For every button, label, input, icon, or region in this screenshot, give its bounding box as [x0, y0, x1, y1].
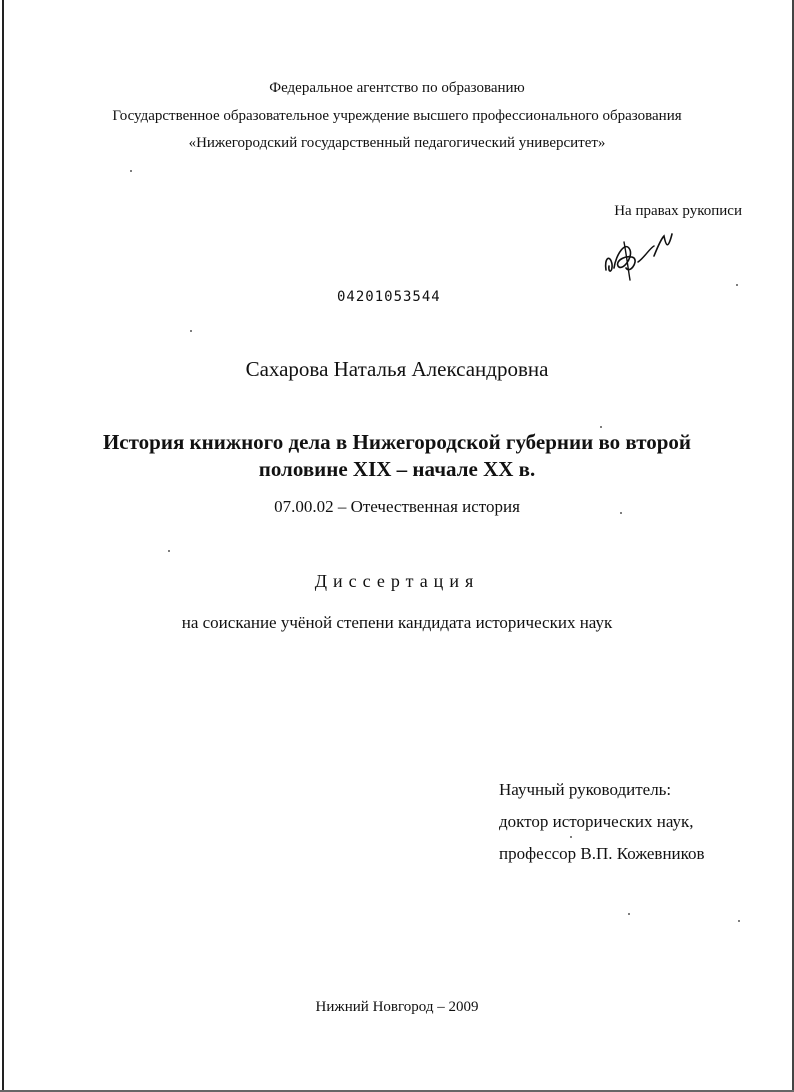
- university-line: «Нижегородский государственный педагогический университет»: [188, 135, 606, 151]
- scan-speck: [168, 550, 170, 552]
- scan-speck: [620, 512, 622, 514]
- title-line-2: половине XIX – начале XX в.: [258, 457, 536, 481]
- manuscript-note: На правах рукописи: [614, 203, 742, 219]
- supervisor-degree: доктор исторических наук,: [499, 812, 694, 831]
- author-name: Сахарова Наталья Александровна: [245, 357, 549, 381]
- degree-line: на соискание учёной степени кандидата исторических наук: [181, 613, 613, 632]
- agency-line: Федеральное агентство по образованию: [269, 80, 525, 96]
- supervisor-label: Научный руководитель:: [499, 780, 672, 799]
- city-year: Нижний Новгород – 2009: [315, 999, 479, 1015]
- institution-line: Государственное образовательное учреждение высшего профессионального образования: [112, 108, 682, 124]
- title-line-1: История книжного дела в Нижегородской губернии во второй: [102, 430, 692, 454]
- handwritten-signature: [600, 228, 684, 284]
- scan-speck: [628, 913, 630, 915]
- specialty: 07.00.02 – Отечественная история: [274, 497, 520, 516]
- scan-speck: [736, 284, 738, 286]
- document-code: 04201053544: [337, 289, 441, 305]
- scan-speck: [190, 330, 192, 332]
- scan-left-edge: [2, 0, 4, 1092]
- scan-speck: [738, 920, 740, 922]
- supervisor-name: профессор В.П. Кожевников: [499, 844, 705, 863]
- document-type: Диссертация: [314, 571, 480, 591]
- scan-speck: [570, 836, 572, 838]
- scan-speck: [130, 170, 132, 172]
- scan-speck: [600, 426, 602, 428]
